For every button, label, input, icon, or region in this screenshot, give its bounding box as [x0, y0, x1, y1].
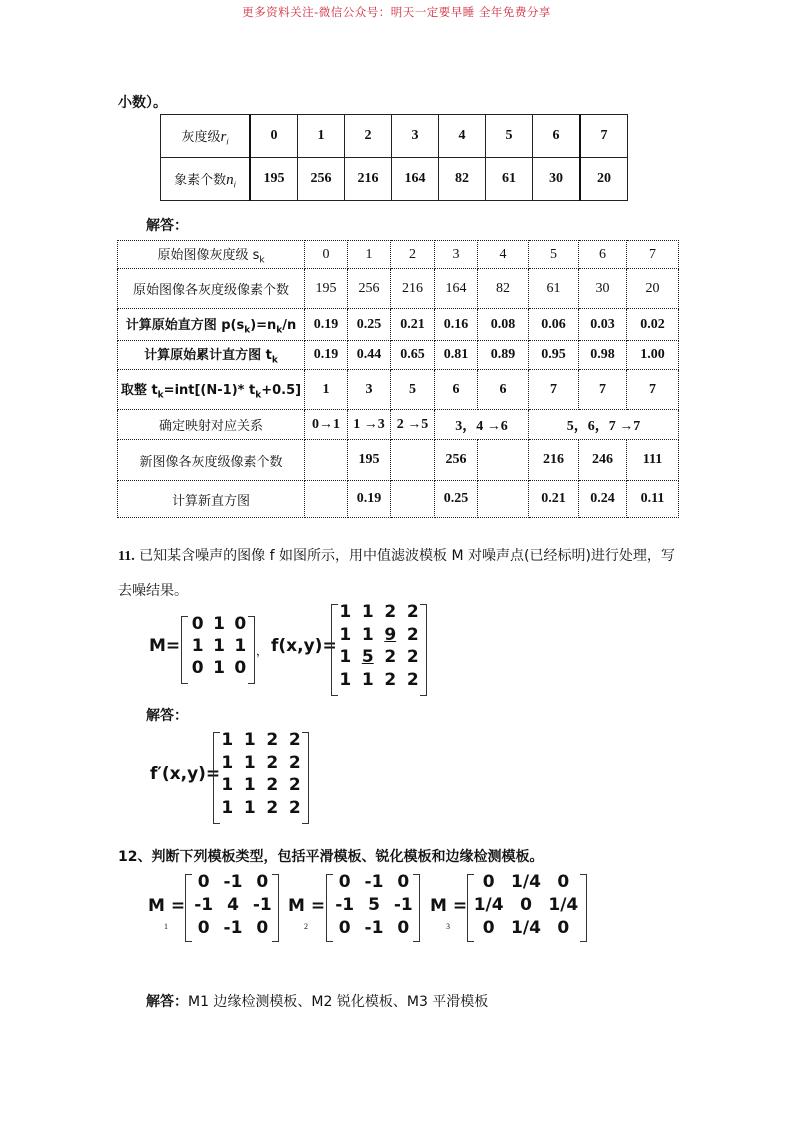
promo-banner: 更多资料关注-微信公众号：明天一定要早睡 全年免费分享	[242, 5, 551, 19]
matrix-cell: -1	[364, 918, 384, 938]
table-row	[118, 269, 679, 309]
matrix-cell: 1	[191, 636, 204, 656]
matrix-cell: 1/4	[511, 872, 541, 892]
matrix-cell: 0	[397, 872, 410, 892]
cell: 216	[529, 440, 579, 481]
cell	[305, 440, 348, 481]
matrix-cell: 2	[266, 797, 279, 818]
matrix-cell: 1	[221, 775, 234, 795]
matrix-m	[187, 613, 251, 679]
matrix-cell: 0	[256, 872, 269, 892]
cell: 6	[435, 370, 478, 410]
matrix-cell: 1	[339, 624, 352, 645]
cell: 3	[392, 115, 439, 158]
row-label: 原始图像灰度级 $s_k$	[118, 241, 305, 269]
matrix-cell: 5	[368, 895, 380, 915]
cell: 6	[579, 241, 627, 269]
cell: 0.25	[348, 309, 391, 341]
matrix-cell: 4	[227, 895, 239, 915]
row-label: 计算原始累计直方图 $t_k$	[118, 341, 305, 370]
cell: 246	[579, 440, 627, 481]
cell: 0.44	[348, 341, 391, 370]
cell: 0.65	[391, 341, 435, 370]
input-table	[160, 114, 628, 201]
cell: 4	[439, 115, 486, 158]
cell: 5，6，7 →7	[529, 410, 679, 440]
matrix-cell: 2	[406, 602, 419, 622]
cell: 0→1	[305, 410, 348, 440]
matrix-cell: 1	[243, 775, 256, 795]
cell	[305, 481, 348, 518]
cell: 5	[391, 370, 435, 410]
table-row	[118, 481, 679, 518]
matrix-cell: 2	[266, 752, 279, 773]
matrix-cell: 2	[406, 647, 419, 667]
matrix-cell: 1	[243, 797, 256, 818]
table-row	[118, 241, 679, 269]
matrix-cell: 1	[339, 647, 352, 667]
cell: 0.81	[435, 341, 478, 370]
table-row	[118, 341, 679, 370]
row-label: 确定映射对应关系	[118, 410, 305, 440]
q12-text: 12、判断下列模板类型，包括平滑模板、锐化模板和边缘检测模板。	[118, 849, 544, 865]
cell: 2	[391, 241, 435, 269]
cell: 0	[250, 115, 298, 158]
cell: 6	[478, 370, 529, 410]
cell: 256	[435, 440, 478, 481]
cell: 3	[435, 241, 478, 269]
template-m3	[470, 871, 582, 940]
matrix-cell: 1	[234, 636, 247, 656]
cell: 0.03	[579, 309, 627, 341]
matrix-cell: 1	[361, 624, 374, 645]
matrix-cell: 0	[256, 918, 269, 938]
matrix-cell: -1	[223, 918, 243, 938]
row-label: 原始图像各灰度级像素个数	[118, 269, 305, 309]
bracket-right	[272, 874, 279, 942]
cell: 82	[439, 158, 486, 201]
cell: 0.08	[478, 309, 529, 341]
matrix-cell: 1	[243, 730, 256, 750]
q11-answer-label: 解答：	[146, 708, 188, 724]
table-row	[118, 410, 679, 440]
row-label: 新图像各灰度级像素个数	[118, 440, 305, 481]
template-m2	[330, 871, 418, 940]
matrix-cell: 1	[213, 614, 225, 634]
cell: 0.16	[435, 309, 478, 341]
row-header-pixel-count: 象素个数$n_i$	[161, 158, 251, 201]
cell: 7	[529, 370, 579, 410]
cell: 7	[580, 115, 628, 158]
separator: ，	[256, 644, 269, 658]
cell: 0.21	[529, 481, 579, 518]
row-label: 计算新直方图	[118, 481, 305, 518]
matrix-cell: 2	[384, 669, 397, 690]
cell: 3，4 →6	[435, 410, 529, 440]
matrix-m-label: M=	[149, 636, 181, 656]
cell: 7	[627, 370, 679, 410]
cell: 1.00	[627, 341, 679, 370]
cell: 2 →5	[391, 410, 435, 440]
cell: 1	[305, 370, 348, 410]
template-m1	[189, 871, 277, 940]
matrix-cell: 0	[234, 658, 247, 678]
cell: 6	[533, 115, 581, 158]
q11-text-line2: 去噪结果。	[118, 583, 188, 599]
template-m3-label: M 3 =	[430, 896, 468, 931]
matrix-cell: 0	[234, 614, 247, 634]
matrix-cell: 2	[266, 775, 279, 795]
matrix-cell: 0	[191, 658, 204, 678]
matrix-cell: 1	[221, 797, 234, 818]
matrix-cell: -1	[223, 872, 243, 892]
matrix-cell: 1	[361, 602, 374, 622]
cell: 7	[627, 241, 679, 269]
bracket-right	[413, 874, 420, 942]
q12-answer: 解答：M1 边缘检测模板、M2 锐化模板、M3 平滑模板	[146, 994, 489, 1010]
template-m1-label: M 1 =	[148, 896, 186, 931]
cell: 256	[298, 158, 345, 201]
cell: 164	[435, 269, 478, 309]
matrix-cell: 1	[243, 752, 256, 773]
cell: 216	[345, 158, 392, 201]
matrix-cell: 0	[338, 872, 351, 892]
cell: 0.11	[627, 481, 679, 518]
intro-tail: 小数）。	[118, 95, 167, 111]
matrix-cell: 1/4	[548, 895, 579, 915]
cell: 0.25	[435, 481, 478, 518]
matrix-cell: 0	[397, 918, 410, 938]
matrix-fprime-label: f′(x,y)=	[150, 764, 221, 784]
matrix-cell: 0	[557, 918, 570, 938]
matrix-cell: 9	[384, 624, 397, 645]
cell: 0.19	[305, 309, 348, 341]
matrix-cell: 1	[361, 669, 374, 690]
cell: 20	[627, 269, 679, 309]
matrix-cell: 0	[197, 872, 210, 892]
matrix-cell: 2	[406, 669, 419, 690]
bracket-right	[420, 604, 427, 696]
matrix-cell: 2	[406, 624, 419, 645]
matrix-cell: 1	[221, 752, 234, 773]
cell: 195	[348, 440, 391, 481]
answer-label: 解答：	[146, 218, 188, 234]
cell: 0.98	[579, 341, 627, 370]
matrix-cell: 1	[339, 669, 352, 690]
matrix-cell: 1	[213, 636, 225, 656]
matrix-cell: 0	[482, 918, 495, 938]
matrix-cell: 2	[384, 647, 397, 667]
matrix-cell: 1/4	[473, 895, 504, 915]
matrix-cell: -1	[335, 895, 355, 915]
cell: 4	[478, 241, 529, 269]
equalization-table	[117, 240, 679, 518]
cell: 1	[298, 115, 345, 158]
row-label: 计算原始直方图 $p(s_k)=n_k/n$	[118, 309, 305, 341]
template-m2-label: M 2 =	[288, 896, 326, 931]
cell: 0	[305, 241, 348, 269]
matrix-cell: 1	[213, 658, 225, 678]
cell: 0.06	[529, 309, 579, 341]
table-row	[118, 370, 679, 410]
matrix-cell: 2	[288, 775, 301, 795]
matrix-cell: 0	[191, 614, 204, 634]
cell: 1	[348, 241, 391, 269]
cell: 164	[392, 158, 439, 201]
matrix-fprime	[216, 729, 306, 819]
cell: 0.19	[348, 481, 391, 518]
cell: 195	[250, 158, 298, 201]
cell	[391, 481, 435, 518]
cell: 256	[348, 269, 391, 309]
cell	[391, 440, 435, 481]
bracket-right	[248, 616, 255, 684]
matrix-f	[334, 601, 424, 691]
matrix-f-label: f(x,y)=	[271, 636, 337, 656]
matrix-cell: -1	[364, 872, 384, 892]
row-header-gray-level: 灰度级$r_i$	[161, 115, 251, 158]
cell: 2	[345, 115, 392, 158]
table-row	[118, 309, 679, 341]
bracket-right	[302, 732, 309, 824]
matrix-cell: 2	[384, 602, 397, 622]
cell: 7	[579, 370, 627, 410]
matrix-cell: 1	[339, 602, 352, 622]
matrix-cell: 5	[361, 647, 374, 667]
cell: 1 →3	[348, 410, 391, 440]
matrix-cell: 0	[520, 895, 532, 915]
matrix-cell: 1	[221, 730, 234, 750]
cell: 82	[478, 269, 529, 309]
matrix-cell: 0	[197, 918, 210, 938]
matrix-cell: 0	[557, 872, 570, 892]
cell: 5	[486, 115, 533, 158]
bracket-right	[580, 874, 587, 942]
cell: 0.24	[579, 481, 627, 518]
cell: 0.95	[529, 341, 579, 370]
row-label: 取整 $t_k=int[(N-1)*$ $t_k+0.5$]	[118, 370, 305, 410]
cell: 30	[533, 158, 581, 201]
cell: 195	[305, 269, 348, 309]
cell: 61	[529, 269, 579, 309]
matrix-cell: 0	[338, 918, 351, 938]
matrix-cell: 2	[288, 797, 301, 818]
cell: 111	[627, 440, 679, 481]
matrix-cell: -1	[194, 895, 214, 915]
matrix-cell: 0	[482, 872, 495, 892]
cell: 61	[486, 158, 533, 201]
cell: 0.19	[305, 341, 348, 370]
cell: 0.89	[478, 341, 529, 370]
matrix-cell: 1/4	[511, 918, 541, 938]
cell: 20	[580, 158, 628, 201]
q11-text-line1: 11. 已知某含噪声的图像 f 如图所示，用中值滤波模板 M 对噪声点(已经标明)进行处理，写	[118, 548, 675, 564]
matrix-cell: 2	[288, 730, 301, 750]
cell: 3	[348, 370, 391, 410]
table-row	[161, 115, 628, 158]
matrix-cell: 2	[266, 730, 279, 750]
cell: 216	[391, 269, 435, 309]
cell: 0.21	[391, 309, 435, 341]
cell	[478, 440, 529, 481]
cell: 30	[579, 269, 627, 309]
cell: 0.02	[627, 309, 679, 341]
matrix-cell: -1	[393, 895, 413, 915]
cell: 5	[529, 241, 579, 269]
cell	[478, 481, 529, 518]
table-row	[118, 440, 679, 481]
matrix-cell: 2	[288, 752, 301, 773]
matrix-cell: -1	[252, 895, 272, 915]
table-row	[161, 158, 628, 201]
